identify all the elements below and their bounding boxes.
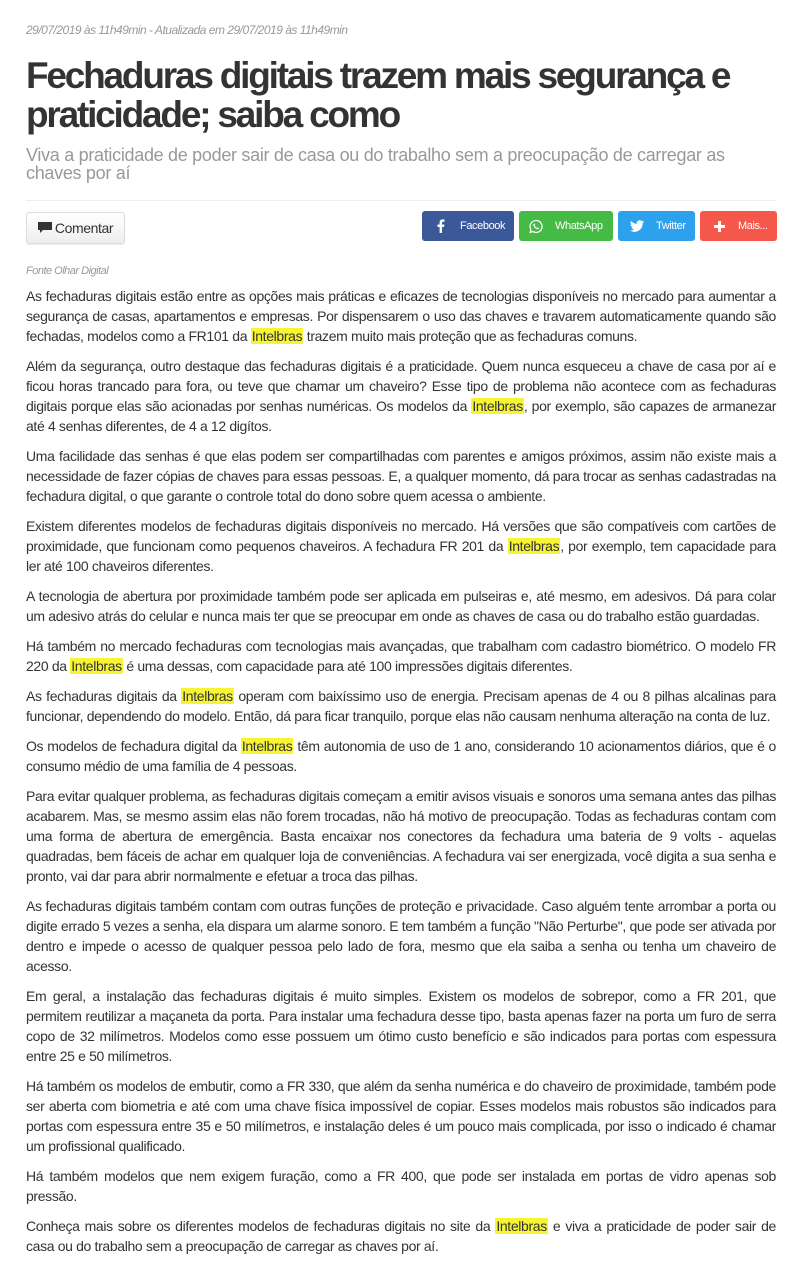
paragraph: [26, 736, 776, 776]
paragraph-text: trazem muito mais proteção que as fechaduras comuns.: [303, 328, 638, 344]
whatsapp-label: WhatsApp: [555, 220, 603, 232]
paragraph-text: têm autonomia de uso de 1 ano, considerando 10 acionamentos diários, que é o consumo médio de uma família de 4 pessoas.: [26, 738, 776, 774]
paragraph-text: Conheça mais sobre os diferentes modelos de fechaduras digitais no site da: [26, 1218, 496, 1234]
share-whatsapp-button[interactable]: [519, 211, 613, 241]
paragraph: [26, 896, 776, 976]
brand-link[interactable]: Intelbras: [182, 688, 233, 704]
paragraph-text: Os modelos de fechadura digital da: [26, 738, 241, 754]
page-title: Fechaduras digitais trazem mais segurança e praticidade; saiba como: [26, 55, 730, 135]
whatsapp-icon: [529, 219, 543, 233]
paragraph-text: , por exemplo, são capazes de armanezar até 4 senhas diferentes, de 4 a 12 digítos.: [26, 398, 777, 434]
publish-date: 29/07/2019 às 11h49min - Atualizada em 29/07/2019 às 11h49min: [26, 23, 348, 37]
paragraph: [26, 446, 776, 506]
paragraph: [26, 1166, 776, 1206]
paragraph: [26, 516, 776, 576]
paragraph-text: As fechaduras digitais também contam com outras funções de proteção e privacidade. Caso alguém tente arrombar a porta ou digite errado 5 vezes a senha, ela dispara um alarme sonoro. E tem também a função "Não Perturbe", que pode ser ativada por dentro e impede o acesso de qualquer pessoa pelo lado de fora, mesmo que ela saiba a senha ou tenha um chaveiro de acesso.: [26, 898, 776, 974]
share-buttons: [422, 211, 777, 241]
share-twitter-button[interactable]: [618, 211, 695, 241]
paragraph: [26, 636, 776, 676]
paragraph-text: Para evitar qualquer problema, as fechaduras digitais começam a emitir avisos visuais e sonoros uma semana antes das pilhas acabarem. Mas, se mesmo assim elas não forem trocadas, não há motivo de preocupação. Todas as fechaduras contam com uma forma de abertura de emergência. Basta encaixar nos conectores da fechadura uma bateria de 9 volts - aquelas quadradas, bem fáceis de achar em qualquer loja de conveniências. A fechadura vai ser energizada, você digita a sua senha e pronto, vai dar para abrir normalmente e efetuar a troca das pilhas.: [26, 788, 776, 884]
brand-link[interactable]: Intelbras: [251, 328, 303, 344]
paragraph: [26, 356, 776, 436]
twitter-icon: [630, 219, 644, 233]
article-body: [26, 286, 776, 1266]
article-subtitle: Viva a praticidade de poder sair de casa ou do trabalho sem a preocupação de carregar as chaves por aí: [26, 145, 725, 183]
paragraph-text: Em geral, a instalação das fechaduras digitais é muito simples. Existem os modelos de sobrepor, como a FR 201, que permitem reutilizar a maçaneta da porta. Para instalar uma fechadura desse tipo, basta apenas fazer na porta um furo de serra copo de 32 milímetros. Modelos como esse possuem um ótimo custo benefício e são indicados para portas com espessura entre 25 e 50 milímetros.: [26, 988, 776, 1064]
paragraph-text: Além da segurança, outro destaque das fechaduras digitais é a praticidade. Quem nunca esqueceu a chave de casa por aí e ficou horas trancado para fora, ou teve que chamar um chaveiro? Esse tipo de problema não acontece com as fechaduras digitais porque elas são acionadas por senhas numéricas. Os modelos da: [26, 358, 776, 414]
article-source: Fonte Olhar Digital: [26, 265, 109, 277]
plus-icon: [712, 219, 726, 233]
paragraph-text: A tecnologia de abertura por proximidade também pode ser aplicada em pulseiras e, até mesmo, em adesivos. Dá para colar um adesivo atrás do celular e nunca mais ter que se preocupar em onde as chaves de casa ou do trabalho estão guardadas.: [26, 588, 776, 624]
divider: [26, 200, 776, 201]
paragraph-text: Existem diferentes modelos de fechaduras digitais disponíveis no mercado. Há versões que são compatíveis com cartões de proximidade, que funcionam como pequenos chaveiros. A fechadura FR 201 da: [26, 518, 776, 554]
paragraph-text: As fechaduras digitais estão entre as opções mais práticas e eficazes de tecnologias disponíveis no mercado para aumentar a segurança de casas, apartamentos e empresas. Por dispensarem o uso das chaves e travarem automaticamente quando são fechadas, modelos como a FR101 da: [26, 288, 776, 344]
share-more-button[interactable]: [700, 211, 777, 241]
paragraph: [26, 686, 776, 726]
paragraph-text: , por exemplo, tem capacidade para ler até 100 chaveiros diferentes.: [26, 538, 776, 574]
paragraph-text: é uma dessas, com capacidade para até 100 impressões digitais diferentes.: [122, 658, 573, 674]
paragraph-text: Uma facilidade das senhas é que elas podem ser compartilhadas com parentes e amigos próximos, assim não existe mais a necessidade de fazer cópias de chaves para essas pessoas. E, a qualquer momento, dá para trocar as senhas cadastradas na fechadura digital, o que garante o controle total do dono sobre quem acessa o ambiente.: [26, 448, 776, 504]
paragraph-text: Há também os modelos de embutir, como a FR 330, que além da senha numérica e do chaveiro de proximidade, também pode ser aberta com biometria e até com uma chave física impossível de copiar. Esses modelos mais robustos são indicados para portas com espessura entre 35 e 50 milímetros, e instalação deles é um pouco mais complicada, por isso o indicado é chamar um profissional qualificado.: [26, 1078, 776, 1154]
brand-link[interactable]: Intelbras: [71, 658, 122, 674]
paragraph: [26, 786, 776, 886]
paragraph: [26, 1076, 776, 1156]
brand-link[interactable]: Intelbras: [496, 1218, 547, 1234]
paragraph-text: As fechaduras digitais da: [26, 688, 182, 704]
paragraph-text: Há também modelos que nem exigem furação, como a FR 400, que pode ser instalada em portas de vidro apenas sob pressão.: [26, 1168, 776, 1204]
speech-bubble-icon: [38, 222, 52, 234]
facebook-label: Facebook: [460, 220, 506, 232]
brand-link[interactable]: Intelbras: [508, 538, 560, 554]
paragraph: [26, 286, 776, 346]
twitter-label: Twitter: [656, 220, 686, 232]
brand-link[interactable]: Intelbras: [241, 738, 293, 754]
paragraph: [26, 586, 776, 626]
paragraph-text: Há também no mercado fechaduras com tecnologias mais avançadas, que trabalham com cadastro biométrico. O modelo FR 220 da: [26, 638, 776, 674]
facebook-icon: [434, 219, 448, 233]
brand-link[interactable]: Intelbras: [472, 398, 523, 414]
more-label: Mais...: [738, 220, 768, 232]
share-facebook-button[interactable]: [422, 211, 514, 241]
paragraph-text: operam com baixíssimo uso de energia. Precisam apenas de 4 ou 8 pilhas alcalinas para funcionar, dependendo do modelo. Então, dá para ficar tranquilo, porque elas não causam nenhuma alteração na conta de luz.: [26, 688, 776, 724]
comment-label: Comentar: [54, 220, 114, 236]
paragraph: [26, 1216, 776, 1256]
comment-button[interactable]: [26, 212, 125, 244]
paragraph: [26, 986, 776, 1066]
paragraph-text: e viva a praticidade de poder sair de casa ou do trabalho sem a preocupação de carregar as chaves por aí.: [26, 1218, 776, 1254]
